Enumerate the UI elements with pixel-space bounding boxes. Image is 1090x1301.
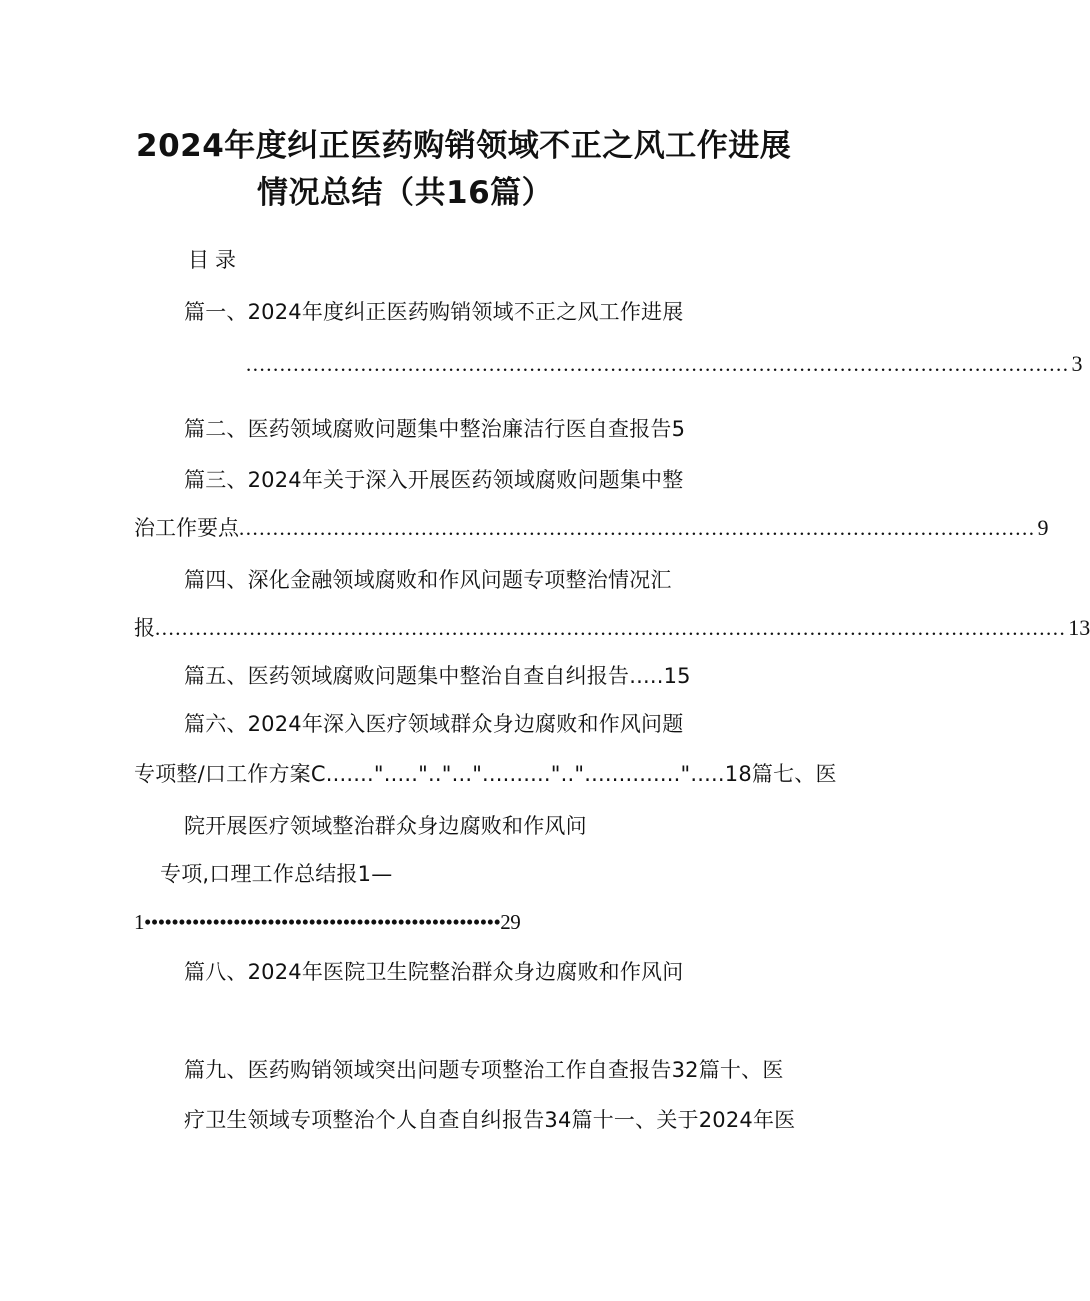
toc-entry-text: 报	[134, 616, 155, 640]
toc-entry-7: 院开展医疗领域整治群众身边腐败和作风问	[184, 814, 587, 838]
toc-entry-text: 治工作要点	[134, 516, 239, 540]
document-title-line-2: 情况总结（共16篇）	[257, 175, 554, 211]
toc-entry-3: 篇三、2024年关于深入开展医药领域腐败问题集中整	[184, 468, 684, 492]
toc-entry-9: 篇九、医药购销领域突出问题专项整治工作自查报告32篇十、医	[184, 1058, 784, 1082]
toc-entry-4-continuation	[134, 614, 1090, 642]
toc-entry-5: 篇五、医药领域腐败问题集中整治自查自纠报告.....15	[184, 664, 691, 688]
toc-heading: 目录	[188, 248, 242, 272]
toc-entry-2: 篇二、医药领域腐败问题集中整治廉洁行医自查报告5	[184, 417, 686, 441]
document-title-line-1: 2024年度纠正医药购销领域不正之风工作进展	[136, 128, 792, 164]
toc-entry-4: 篇四、深化金融领域腐败和作风问题专项整治情况汇	[184, 568, 672, 592]
toc-entry-10: 疗卫生领域专项整治个人自查自纠报告34篇十一、关于2024年医	[184, 1108, 796, 1132]
dot-leader: ......................................................................................................................	[239, 516, 1036, 540]
toc-entry-7-continuation: 专项,口理工作总结报1—	[160, 862, 393, 886]
toc-entry-7-leader: 1••••••••••••••••••••••••••••••••••••••••••••••••••••29	[134, 910, 521, 934]
page-number: 3	[1071, 351, 1083, 376]
dot-leader: ..........................................................................................................................	[246, 352, 1070, 376]
dot-leader: .......................................................................................................................................	[155, 616, 1067, 640]
toc-entry-1: 篇一、2024年度纠正医药购销领域不正之风工作进展	[184, 300, 684, 324]
page-number: 13	[1068, 615, 1090, 640]
toc-entry-6-continuation: 专项整/口工作方案C.......".....".."..."..........".."..............".....18篇七、医	[134, 762, 837, 786]
toc-entry-1-leader	[246, 350, 1083, 378]
toc-entry-6: 篇六、2024年深入医疗领域群众身边腐败和作风问题	[184, 712, 684, 736]
toc-entry-3-continuation	[134, 514, 1049, 542]
page-number: 9	[1037, 515, 1049, 540]
toc-entry-8: 篇八、2024年医院卫生院整治群众身边腐败和作风问	[184, 960, 684, 984]
